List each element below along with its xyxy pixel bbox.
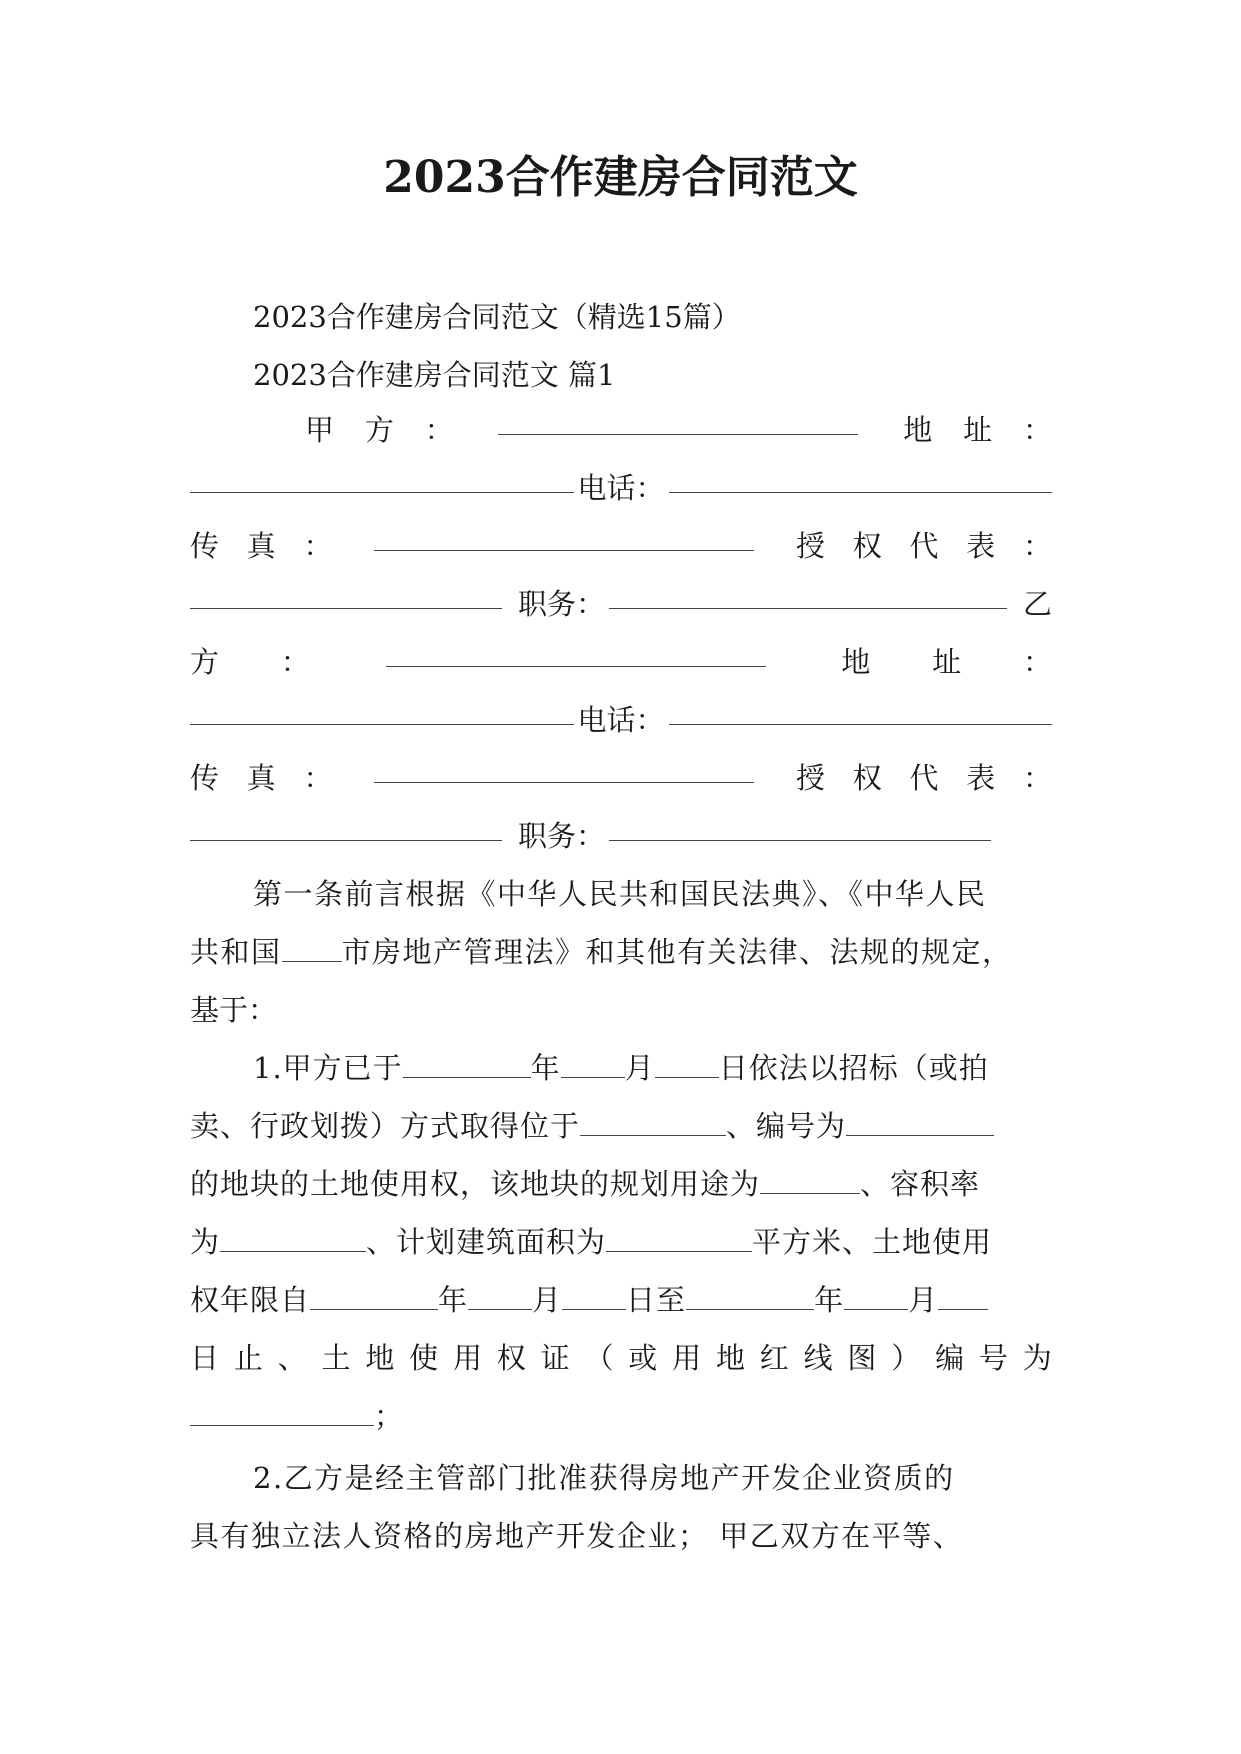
text-segment: 市房地产管理法》和其他有关法律、法规的规定， [341,935,1013,969]
text-char: 图 [847,1341,877,1375]
text-char: 证 [540,1341,570,1375]
address-label-char: 址 [963,413,993,447]
year-blank [310,1285,438,1310]
text-char: 地 [715,1341,745,1375]
year-blank [686,1285,814,1310]
text-segment: 日依法以招标（或拍 [718,1051,989,1085]
text-char: 用 [452,1341,482,1375]
month-blank [844,1285,908,1310]
certificate-number-blank [190,1401,374,1426]
area-blank [606,1227,752,1252]
rep-label-char: 授 [795,761,825,795]
text-segment: 年 [438,1283,469,1317]
address-label-char: 地 [903,413,933,447]
text-char: 线 [803,1341,833,1375]
phone-label: 电话： [577,471,665,505]
text-char: 编 [935,1341,965,1375]
section-heading: 2023合作建房合同范文 篇1 [253,358,616,392]
day-blank [655,1053,719,1078]
location-blank [580,1111,726,1136]
article-1-line-1: 第一条前言根据《中华人民共和国民法典》、《中华人民 [253,877,987,911]
text-segment: ； [374,1399,404,1433]
address-blank [190,700,574,725]
party-a-line-2 [190,468,1052,508]
colon: ： [280,645,310,679]
text-segment: 年 [814,1283,845,1317]
address-blank [190,468,574,493]
text-segment: 、容积率 [860,1167,981,1201]
rep-label-char: 表 [966,529,996,563]
text-segment: 平方米、土地使用 [752,1225,993,1259]
phone-blank [669,468,1053,493]
position-blank [609,816,991,841]
text-char: 或 [628,1341,658,1375]
text-segment: 、计划建筑面积为 [366,1225,607,1259]
article-1-line-2 [190,932,1052,972]
ratio-blank [220,1227,366,1252]
document-subtitle: 2023合作建房合同范文（精选15篇） [253,300,741,334]
usage-blank [760,1169,860,1194]
rep-label-char: 代 [909,529,939,563]
colon: ： [424,413,454,447]
text-char: 日 [190,1341,220,1375]
item-1-line-2 [190,1106,1052,1146]
day-blank [562,1285,626,1310]
item-2-line-1: 2.乙方是经主管部门批准获得房地产开发企业资质的 [253,1461,955,1495]
rep-label-char: 权 [852,761,882,795]
rep-label-char: 权 [852,529,882,563]
phone-blank [669,700,1053,725]
text-segment: 卖、行政划拨）方式取得位于 [190,1109,581,1143]
position-label: 职务： [518,587,606,621]
rep-label-char: 授 [795,529,825,563]
party-b-label-char: 乙 [1022,587,1052,621]
item-2-line-2: 具有独立法人资格的房地产开发企业； 甲乙双方在平等、 [190,1519,964,1553]
article-1-line-3: 基于： [190,993,278,1027]
party-b-line-1 [190,642,1052,682]
text-segment: 月 [624,1051,655,1085]
fax-label-char: 真 [246,761,276,795]
party-a-name-blank [498,410,858,435]
colon: ： [1022,413,1052,447]
rep-label-char: 代 [909,761,939,795]
party-a-label-char: 方 [364,413,394,447]
text-char: 红 [759,1341,789,1375]
text-char: 用 [672,1341,702,1375]
colon: ： [1022,761,1052,795]
rep-blank [190,584,502,609]
address-label-char: 址 [932,645,962,679]
text-segment: 1.甲方已于 [253,1051,403,1085]
phone-label: 电话： [577,703,665,737]
position-label: 职务： [518,819,606,853]
text-segment: 月 [532,1283,563,1317]
fax-label-char: 真 [246,529,276,563]
party-b-line-4 [190,816,1052,856]
text-char: ） [891,1341,921,1375]
item-1-line-3 [190,1164,1052,1204]
text-segment: 月 [908,1283,939,1317]
document-title: 2023合作建房合同范文 [383,152,858,203]
month-blank [468,1285,532,1310]
item-1-line-7 [190,1396,1052,1436]
text-segment: 权年限自 [190,1283,311,1317]
party-b-line-2 [190,700,1052,740]
address-label-char: 地 [841,645,871,679]
text-segment: 年 [530,1051,561,1085]
fax-label-char: 传 [190,761,220,795]
text-segment: 的地块的土地使用权，该地块的规划用途为 [190,1167,761,1201]
colon: ： [1022,645,1052,679]
rep-blank [190,816,502,841]
item-1-line-4 [190,1222,1052,1262]
party-a-line-1 [305,410,1052,450]
text-segment: 、编号为 [726,1109,847,1143]
text-segment: 为 [190,1225,221,1259]
plot-number-blank [846,1111,994,1136]
month-blank [561,1053,625,1078]
colon: ： [303,761,333,795]
text-char: 权 [496,1341,526,1375]
text-char: 止 [233,1341,263,1375]
text-char: 土 [321,1341,351,1375]
text-char: 号 [978,1341,1008,1375]
item-1-line-1 [253,1048,1052,1088]
position-blank [609,584,1007,609]
fax-blank [374,758,754,783]
fax-label-char: 传 [190,529,220,563]
text-char: 为 [1022,1341,1052,1375]
item-1-line-5 [190,1280,1052,1320]
party-a-label-char: 甲 [305,413,335,447]
party-b-name-blank [386,642,766,667]
text-segment: 共和国 [190,935,282,969]
party-b-label-char: 方 [190,645,220,679]
text-char: 使 [409,1341,439,1375]
rep-label-char: 表 [966,761,996,795]
text-segment: 日至 [626,1283,687,1317]
text-char: 地 [365,1341,395,1375]
day-blank [938,1285,988,1310]
fax-blank [374,526,754,551]
colon: ： [303,529,333,563]
item-1-line-6 [190,1338,1052,1378]
colon: ： [1022,529,1052,563]
text-char: 、 [277,1341,307,1375]
party-a-line-4 [190,584,1052,624]
year-blank [403,1053,531,1078]
party-b-line-3 [190,758,1052,798]
city-blank [282,937,342,962]
text-char: （ [584,1341,614,1375]
party-a-line-3 [190,526,1052,566]
